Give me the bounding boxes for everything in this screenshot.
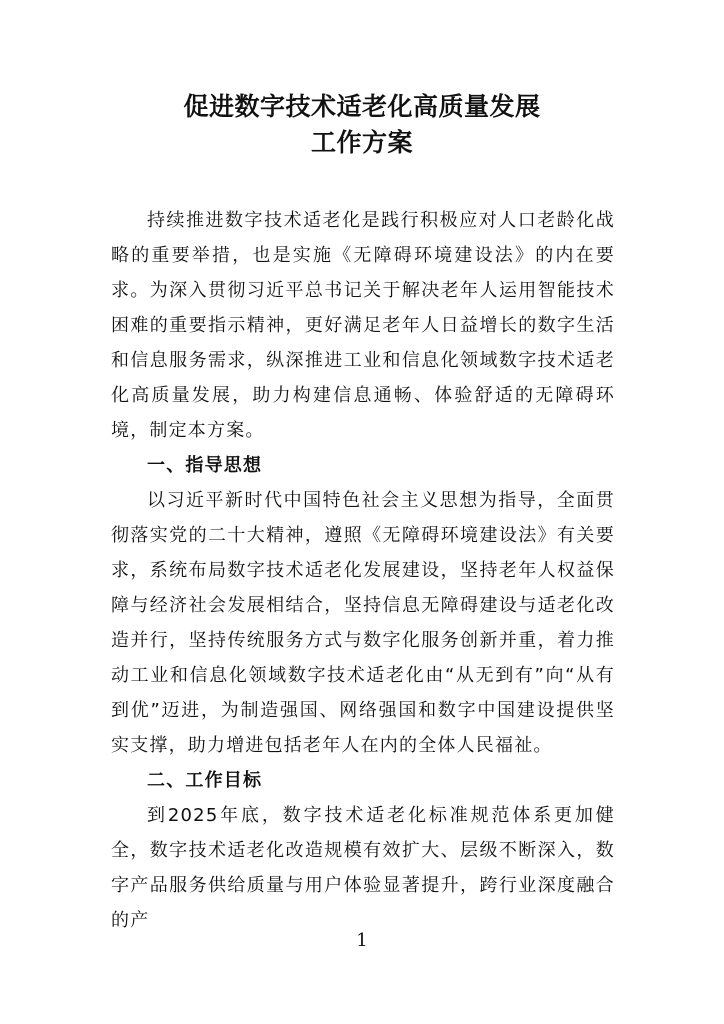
section-heading-work-goals: 二、工作目标 xyxy=(147,770,263,791)
section-paragraph-guiding-ideology: 以习近平新时代中国特色社会主义思想为指导，全面贯彻落实党的二十大精神，遵照《无障碍环境建设法》有关要求，系统布局数字技术适老化发展建设，坚持老年人权益保障与经济社会发展相结合，坚持信息无障碍建设与适老化改造并行，坚持传统服务方式与数字化服务创新并重，着力推动工业和信息化领域数字技术适老化由“从无到有”向“从有到优”迈进，为制造强国、网络强国和数字中国建设提供坚实支撑，助力增进包括老年人在内的全体人民福祉。 xyxy=(111,490,615,756)
document-title-line-2: 工作方案 xyxy=(310,128,413,157)
document-body xyxy=(111,203,615,938)
section-heading-guiding-ideology: 一、指导思想 xyxy=(147,455,263,476)
section-paragraph-work-goals: 到2025年底，数字技术适老化标准规范体系更加健全，数字技术适老化改造规模有效扩大、层级不断深入，数字产品服务供给质量与用户体验显著提升，跨行业深度融合的产 xyxy=(111,805,615,931)
document-title-line-1: 促进数字技术适老化高质量发展 xyxy=(183,92,541,121)
page-number: 1 xyxy=(356,930,368,951)
intro-paragraph: 持续推进数字技术适老化是践行积极应对人口老龄化战略的重要举措，也是实施《无障碍环境建设法》的内在要求。为深入贯彻习近平总书记关于解决老年人运用智能技术困难的重要指示精神，更好满足老年人日益增长的数字生活和信息服务需求，纵深推进工业和信息化领域数字技术适老化高质量发展，助力构建信息通畅、体验舒适的无障碍环境，制定本方案。 xyxy=(111,210,615,441)
